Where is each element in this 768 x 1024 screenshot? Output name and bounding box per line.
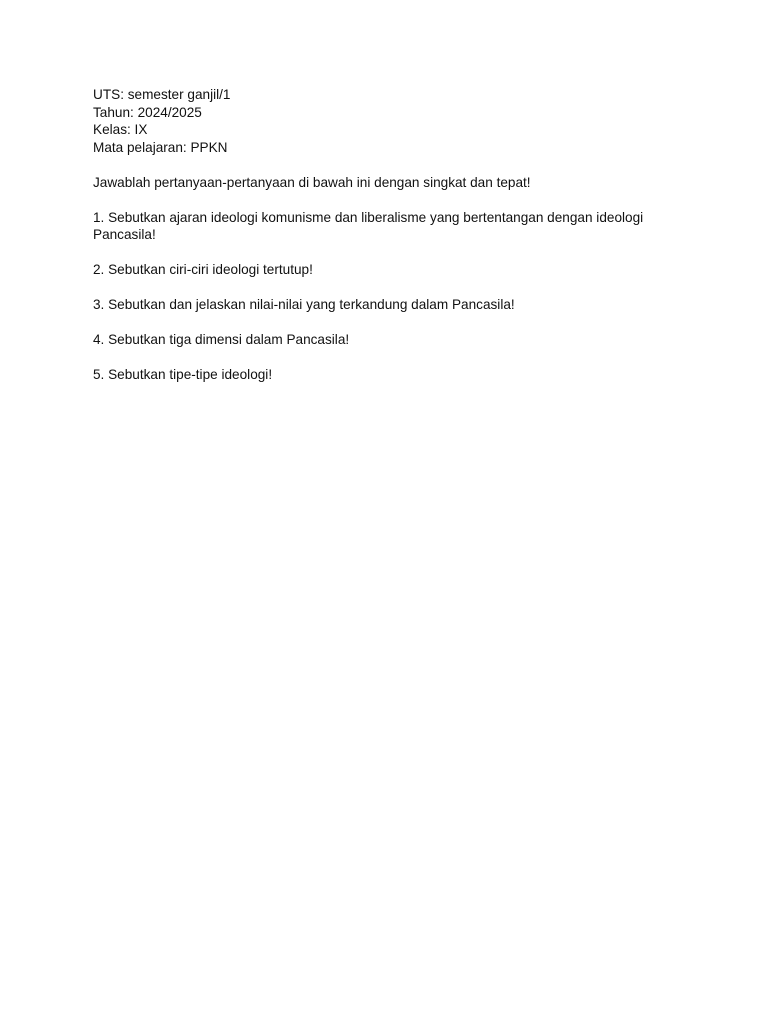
exam-period: UTS: semester ganjil/1 [93, 87, 231, 102]
spacer [93, 279, 693, 297]
spacer [93, 244, 693, 262]
instruction-text: Jawablah pertanyaan-pertanyaan di bawah ini dengan singkat dan tepat! [93, 174, 531, 190]
spacer [93, 349, 693, 367]
question-1: 1. Sebutkan ajaran ideologi komunisme dan liberalisme yang bertentangan dengan ideologi Pancasila! [93, 209, 644, 242]
question-2: 2. Sebutkan ciri-ciri ideologi tertutup! [93, 262, 313, 277]
document-content [93, 86, 693, 384]
question-3: 3. Sebutkan dan jelaskan nilai-nilai yang terkandung dalam Pancasila! [93, 297, 515, 312]
question-5: 5. Sebutkan tipe-tipe ideologi! [93, 367, 273, 382]
subject-label: Mata pelajaran: PPKN [93, 139, 228, 155]
question-4: 4. Sebutkan tiga dimensi dalam Pancasila! [93, 332, 350, 347]
spacer [93, 191, 693, 209]
spacer [93, 314, 693, 332]
class-label: Kelas: IX [93, 122, 148, 137]
academic-year: Tahun: 2024/2025 [93, 104, 202, 120]
spacer [93, 156, 693, 174]
